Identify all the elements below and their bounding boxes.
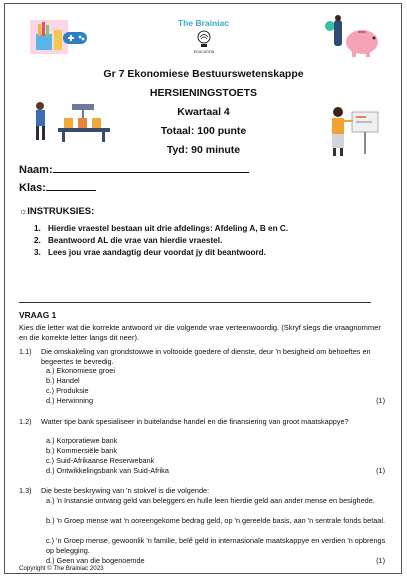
- answer-option: d.) Geen van die bogenoemde: [46, 556, 145, 565]
- question-text: Die beste beskrywing van 'n stokvel is die volgende:: [41, 486, 210, 495]
- question-number: 1.2): [19, 417, 32, 426]
- instructions-heading: [19, 206, 94, 217]
- answer-option: d.) Ontwikkelingsbank van Suid-Afrika: [46, 466, 169, 475]
- answer-option: a.) Ekonomiese groei: [46, 366, 115, 375]
- question-1-heading: VRAAG 1: [19, 310, 57, 320]
- answer-option: d.) Herwinning: [46, 396, 94, 405]
- subject-title: Gr 7 Ekonomiese Bestuurswetenskappe: [103, 68, 304, 80]
- factory-workers-illustration: [28, 98, 120, 144]
- lightbulb-icon: ☼: [19, 206, 28, 216]
- name-label: Naam:: [19, 164, 53, 176]
- time-allowed: Tyd: 90 minute: [166, 144, 241, 156]
- total-marks: Totaal: 100 punte: [160, 125, 247, 137]
- name-field[interactable]: [19, 164, 249, 176]
- term-title: Kwartaal 4: [177, 106, 230, 118]
- name-line: [53, 172, 249, 173]
- answer-option: c.) Suid-Afrikaanse Reserwebank: [46, 456, 155, 465]
- answer-option: a.) 'n Instansie ontvang geld van beleggers en hulle leen hierdie geld aan ander mense en besighede.: [46, 496, 375, 505]
- instruction-3: 3. Lees jou vrae aandagtig deur voordat jy dit beantwoord.: [34, 248, 266, 257]
- mark-allocation: (1): [376, 466, 385, 475]
- brand-name: The Brainiac: [177, 18, 230, 28]
- presenter-illustration: [322, 102, 382, 160]
- question-text: Watter tipe bank spesialiseer in buitelandse handel en die finansiering van groot maatskappye?: [41, 417, 349, 426]
- section-divider: [19, 302, 371, 303]
- class-label: Klas:: [19, 182, 46, 194]
- game-controller-icon: [62, 28, 88, 48]
- answer-option: c.) 'n Groep mense, gewoonlik 'n familie, belê geld in internasionale maatskappye en verdien 'n opbrengs op belegging.: [46, 536, 386, 555]
- answer-option: c.) Produksie: [46, 386, 89, 395]
- question-number: 1.3): [19, 486, 32, 495]
- logo-caption: EDUCATION: [193, 50, 215, 54]
- question-text: Die omskakeling van grondstowwe in voltooide goedere of dienste, deur 'n besigheid om behoeftes en begeertes te bevredig.: [41, 347, 371, 366]
- mark-allocation: (1): [376, 396, 385, 405]
- answer-option: a.) Korporatiewe bank: [46, 436, 118, 445]
- test-title: HERSIENINGSTOETS: [149, 87, 258, 99]
- instruction-2: 2. Beantwoord AL die vrae van hierdie vraestel.: [34, 236, 223, 245]
- answer-option: b.) Handel: [46, 376, 80, 385]
- question-number: 1.1): [19, 347, 32, 356]
- class-field[interactable]: [19, 182, 96, 194]
- class-line: [46, 190, 96, 191]
- answer-option: b.) 'n Groep mense wat 'n ooreengekome bedrag geld, op 'n gereelde basis, aan 'n sentrale fonds betaal.: [46, 516, 386, 525]
- brain-logo-icon: [195, 29, 213, 55]
- copyright-footer: Copyright © The Brainiac 2023: [19, 565, 104, 572]
- mark-allocation: (1): [376, 556, 385, 565]
- answer-option: b.) Kommersiële bank: [46, 446, 117, 455]
- instruction-1: 1. Hierdie vraestel bestaan uit drie afdelings: Afdeling A, B en C.: [34, 224, 289, 233]
- question-1-intro: Kies die letter wat die korrekte antwoord vir die volgende vrae verteenwoordig. (Skryf slegs die vraagnommer en die korrekte letter langs dit neer).: [19, 323, 381, 342]
- instructions-title: INSTRUKSIES:: [27, 206, 95, 217]
